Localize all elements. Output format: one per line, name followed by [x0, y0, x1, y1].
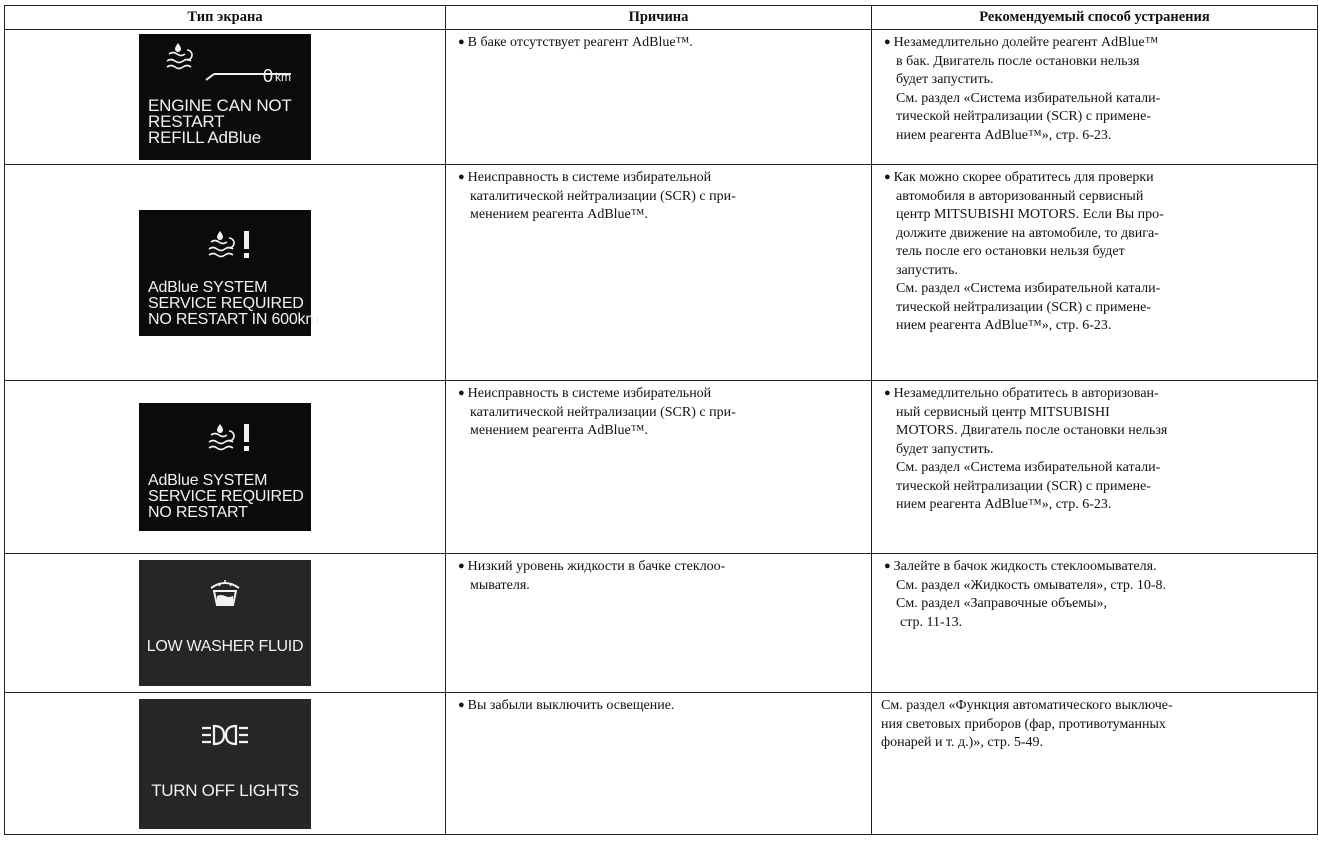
remedy-text: Незамедлительно обратитесь в авторизован- [893, 386, 1159, 401]
bullet-icon: ● [458, 560, 465, 572]
remedy-reference: фонарей и т. д.)», стр. 5-49. [881, 735, 1043, 750]
cause-text: менением реагента AdBlue™. [470, 207, 648, 222]
remedy-text: центр MITSUBISHI MOTORS. Если Вы про- [896, 207, 1164, 222]
screen-line: SERVICE REQUIRED [148, 294, 304, 312]
table-row [5, 30, 1318, 165]
cause-cell [446, 30, 872, 165]
remedy-text: будет запустить. [896, 441, 994, 457]
remedy-reference: нием реагента AdBlue™», стр. 6-23. [896, 497, 1112, 512]
bullet-icon: ● [884, 387, 891, 399]
screen-line: AdBlue SYSTEM [148, 278, 268, 296]
remedy-reference: См. раздел «Жидкость омывателя», стр. 10-8. [896, 577, 1167, 593]
display-screen-adblue-empty [139, 34, 311, 160]
screen-cell [5, 381, 446, 554]
screen-line: ENGINE CAN NOT [148, 96, 292, 115]
cause-text: Неисправность в системе избирательной [467, 170, 712, 185]
bullet-icon: ● [458, 699, 465, 711]
remedy-text: запустить. [896, 262, 958, 278]
display-screen-turn-off-lights [139, 699, 311, 829]
washer-fluid-icon [207, 576, 243, 608]
cause-text: каталитической нейтрализации (SCR) с при- [470, 404, 736, 420]
remedy-reference: См. раздел «Система избирательной катали- [896, 281, 1161, 296]
remedy-text: Незамедлительно долейте реагент AdBlue™ [893, 35, 1159, 50]
remedy-reference: См. раздел «Заправочные объемы», [896, 596, 1108, 611]
remedy-reference: См. раздел «Система избирательной катали- [896, 460, 1161, 475]
screen-cell [5, 165, 446, 381]
remedy-reference: тической нейтрализации (SCR) с примене- [896, 109, 1151, 124]
table-row [5, 693, 1318, 835]
remedy-cell [872, 30, 1318, 165]
screen-cell [5, 554, 446, 693]
remedy-text: MOTORS. Двигатель после остановки нельзя [896, 423, 1168, 438]
table-header-row [5, 6, 1318, 30]
cause-cell [446, 381, 872, 554]
header-cause: Причина [446, 6, 872, 30]
remedy-text: тель после его остановки нельзя будет [896, 244, 1125, 259]
remedy-reference: См. раздел «Функция автоматического выключе- [881, 698, 1173, 713]
cause-text: Низкий уровень жидкости в бачке стеклоо- [467, 559, 726, 574]
table-row [5, 554, 1318, 693]
remedy-reference: ния световых приборов (фар, противотуманных [881, 716, 1166, 732]
remedy-reference: тической нейтрализации (SCR) с примене- [896, 478, 1151, 494]
remedy-reference: нием реагента AdBlue™», стр. 6-23. [896, 318, 1112, 333]
bullet-icon: ● [884, 171, 891, 183]
cause-text: мывателя. [470, 577, 530, 593]
screen-line: RESTART [148, 112, 225, 131]
bullet-icon: ● [458, 36, 465, 48]
cause-text: Неисправность в системе избирательной [467, 386, 712, 401]
distance-unit: km [275, 70, 291, 84]
display-screen-low-washer-fluid [139, 560, 311, 686]
cause-text: каталитической нейтрализации (SCR) с при- [470, 188, 736, 204]
remedy-cell [872, 693, 1318, 835]
remedy-text: автомобиля в авторизованный сервисный [896, 188, 1144, 204]
cause-cell [446, 693, 872, 835]
screen-line: NO RESTART IN 600km [148, 310, 319, 328]
remedy-text: Как можно скорее обратитесь для проверки [893, 170, 1154, 185]
adblue-warning-icon [207, 228, 253, 260]
header-screen-type: Тип экрана [5, 6, 446, 30]
remedy-text: будет запустить. [896, 72, 994, 87]
table-row [5, 165, 1318, 381]
adblue-tank-icon [165, 40, 201, 72]
cause-text: менением реагента AdBlue™. [470, 423, 648, 438]
cause-cell [446, 165, 872, 381]
remedy-text: ный сервисный центр MITSUBISHI [896, 404, 1110, 420]
table-row [5, 381, 1318, 554]
screen-cell [5, 693, 446, 835]
bullet-icon: ● [458, 171, 465, 183]
remedy-reference: См. раздел «Система избирательной катали- [896, 90, 1161, 106]
screen-line: REFILL AdBlue [148, 128, 262, 147]
distance-value: 0 [263, 66, 274, 86]
screen-cell [5, 30, 446, 165]
screen-line: LOW WASHER FLUID [146, 638, 304, 655]
remedy-cell [872, 554, 1318, 693]
remedy-cell [872, 381, 1318, 554]
display-screen-adblue-service-600 [139, 210, 319, 336]
screen-line: TURN OFF LIGHTS [151, 780, 299, 800]
remedy-reference: тической нейтрализации (SCR) с примене- [896, 299, 1151, 315]
cause-text: В баке отсутствует реагент AdBlue™. [467, 35, 693, 50]
warning-messages-table [4, 5, 1318, 835]
remedy-reference: нием реагента AdBlue™», стр. 6-23. [896, 127, 1112, 143]
adblue-warning-icon [207, 421, 253, 453]
header-remedy: Рекомендуемый способ устранения [872, 6, 1318, 30]
bullet-icon: ● [458, 387, 465, 399]
screen-line: SERVICE REQUIRED [148, 488, 304, 505]
cause-text: Вы забыли выключить освещение. [467, 698, 675, 713]
remedy-text: Залейте в бачок жидкость стеклоомывателя. [893, 559, 1157, 574]
screen-line: NO RESTART [148, 504, 248, 521]
screen-line: AdBlue SYSTEM [148, 472, 268, 489]
remedy-text: в бак. Двигатель после остановки нельзя [896, 53, 1140, 69]
display-screen-adblue-service-norestart [139, 403, 311, 531]
cause-cell [446, 554, 872, 693]
bullet-icon: ● [884, 560, 891, 572]
remedy-text: должите движение на автомобиле, то двига- [896, 225, 1159, 241]
headlights-icon [200, 723, 250, 747]
remedy-reference: стр. 11-13. [900, 614, 963, 630]
remedy-cell [872, 165, 1318, 381]
bullet-icon: ● [884, 36, 891, 48]
